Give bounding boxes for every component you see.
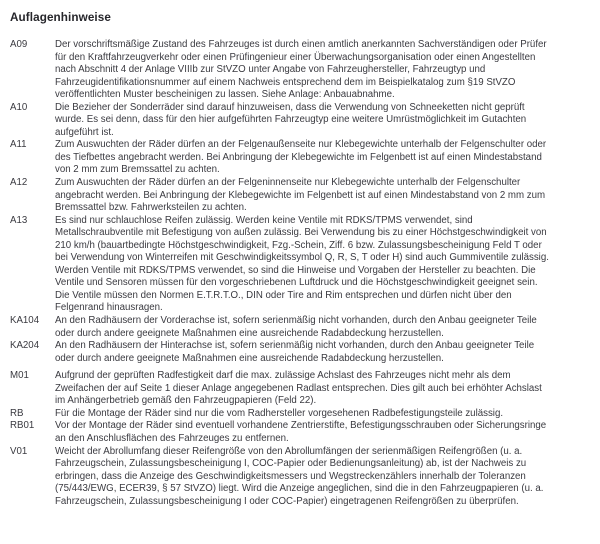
condition-text-line: (75/443/EWG, ECER39, § 57 StVZO) liegt. Wird die Anzeige angeglichen, sind die in den Fahrzeugpapieren (u. a.	[55, 483, 544, 495]
condition-code: A10	[10, 101, 28, 113]
condition-item	[0, 315, 600, 340]
condition-code: KA104	[10, 315, 40, 327]
condition-text	[55, 177, 600, 215]
condition-text	[55, 446, 600, 509]
condition-text-line: für den Kraftfahrzeugverkehr oder einen Prüfingenieur einer Überwachungsorganisation oder einen Angestellten	[55, 51, 536, 63]
condition-code: RB	[10, 407, 24, 419]
condition-text-line: Felgenrand hinausragen.	[55, 302, 163, 314]
condition-text-line: Weicht der Abrollumfang dieser Reifengröße von den Abrollumfängen der serienmäßigen Reifengrößen (u. a.	[55, 445, 523, 457]
condition-text-line: Zweifachen der auf Seite 1 dieser Anlage angegebenen Radlast entsprechen. Dies gilt auch bei erhöhter Achslast	[55, 382, 542, 394]
condition-code: V01	[10, 445, 28, 457]
condition-text	[55, 102, 600, 140]
condition-item	[0, 177, 600, 215]
condition-item	[0, 139, 600, 177]
page-title: Auflagenhinweise	[10, 11, 111, 24]
condition-text	[55, 420, 600, 445]
condition-text	[55, 315, 600, 340]
condition-text-line: Zum Auswuchten der Räder dürfen an der Felgeninnenseite nur Klebegewichte unterhalb der Felgenschulter	[55, 177, 521, 189]
condition-text-line: 210 km/h (bauartbedingte Höchstgeschwindigkeit, Fzg.-Schein, Ziff. 6 bzw. Zulassungsbescheinigung Feld T oder	[55, 239, 542, 251]
condition-text-line: Bremssattel bzw. Fahrwerksteilen zu achten.	[55, 202, 247, 214]
condition-item	[0, 340, 600, 365]
condition-text-line: angebracht werden. Bei Anbringung der Klebegewichte im Felgenbett ist auf einen Mindestabstand von 2 mm zum	[55, 189, 546, 201]
condition-text-line: veröffentlichten Muster bescheinigen zu lassen. Siehe Anlage: Anbauabnahme.	[55, 89, 395, 101]
condition-text-line: Die Ventile müssen den Normen E.T.R.T.O., DIN oder Tire and Rim entsprechen und dürfen nicht über den	[55, 289, 512, 301]
condition-code: A11	[10, 139, 27, 151]
condition-text-line: erbringen, dass die Anzeige des Geschwindigkeitsmessers und Wegstreckenzählers innerhalb der Toleranzen	[55, 470, 526, 482]
condition-text-line: wurde. Es sei denn, dass für den hier aufgeführten Fahrzeugtyp eine weitere Umrüstmöglichkeit im Gutachten	[55, 114, 527, 126]
condition-code: A09	[10, 39, 28, 50]
condition-text-line: aufgeführt ist.	[55, 126, 114, 138]
condition-text-line: Aufgrund der geprüften Radfestigkeit darf die max. zulässige Achslast des Fahrzeuges nicht mehr als dem	[55, 370, 511, 382]
condition-text-line: Metallschraubventile mit Befestigung von außen zulässig. Bei Verwendung bis zu einer Höchstgeschwindigkeit von	[55, 227, 547, 239]
condition-text-line: des Tiefbettes angebracht werden. Bei Anbringung der Klebegewichte im Felgenbett ist auf einen Mindestabstand	[55, 151, 542, 163]
condition-code: M01	[10, 370, 29, 382]
condition-text	[55, 370, 600, 408]
condition-item	[0, 39, 600, 102]
condition-text-line: nach Abschnitt 4 der Anlage VIIIb zur StVZO unter Angabe von Fahrzeughersteller, Fahrzeugtyp und	[55, 64, 486, 76]
condition-text-line: An den Radhäusern der Vorderachse ist, sofern serienmäßig nicht vorhanden, durch den Anbau geeigneter Teile	[55, 315, 537, 327]
condition-text-line: Der vorschriftsmäßige Zustand des Fahrzeuges ist durch einen amtlich anerkannten Sachverständigen oder Prüfer	[55, 39, 547, 50]
condition-item	[0, 446, 600, 509]
condition-item	[0, 408, 600, 421]
condition-text-line: bei Verwendung von Winterreifen mit Geschwindigkeitssymbol Q, R, S, T oder H) sind auch Gummiventile zulässig.	[55, 252, 549, 264]
condition-text-line: Für die Montage der Räder sind nur die vom Radhersteller vorgesehenen Radbefestigungsteile zulässig.	[55, 407, 504, 419]
condition-text-line: Es sind nur schlauchlose Reifen zulässig. Werden keine Ventile mit RDKS/TPMS verwendet, sind	[55, 214, 473, 226]
condition-text-line: An den Radhäusern der Hinterachse ist, sofern serienmäßig nicht vorhanden, durch den Anbau geeigneter Teile	[55, 340, 535, 352]
condition-item	[0, 102, 600, 140]
condition-text-line: Werden Ventile mit RDKS/TPMS verwendet, so sind die Hinweise und Vorgaben der Hersteller zu beachten. Die	[55, 264, 536, 276]
condition-code: A13	[10, 214, 28, 226]
condition-text	[55, 39, 600, 102]
condition-text-line: von 2 mm zum Bremssattel zu achten.	[55, 164, 220, 176]
condition-item	[0, 420, 600, 445]
condition-text	[55, 215, 600, 315]
condition-text-line: Fahrzeugidentifikationsnummer auf einem Nachweis entsprechend dem im Beispielkatalog zum §19 StVZO	[55, 76, 516, 88]
condition-text-line: oder durch andere geeignete Maßnahmen eine ausreichende Radabdeckung herzustellen.	[55, 327, 444, 339]
condition-text-line: Ventile und Sensoren müssen für den vorgeschriebenen Luftdruck und die Höchstgeschwindigkeit geeignet sein.	[55, 277, 538, 289]
condition-text-line: Fahrzeugschein, Zulassungsbescheinigung I, COC-Papier oder Bedienungsanleitung) ab, ist der Nachweis zu	[55, 458, 527, 470]
condition-item	[0, 215, 600, 315]
conditions-list	[0, 39, 600, 508]
condition-text-line: oder durch andere geeignete Maßnahmen eine ausreichende Radabdeckung herzustellen.	[55, 352, 444, 364]
condition-text-line: Die Bezieher der Sonderräder sind darauf hinzuweisen, dass die Verwendung von Schneeketten nicht geprüft	[55, 101, 525, 113]
condition-text-line: im Anhängerbetrieb gemäß den Fahrzeugpapieren (Feld 22).	[55, 395, 317, 407]
condition-text	[55, 139, 600, 177]
condition-code: KA204	[10, 340, 40, 352]
condition-code: A12	[10, 177, 28, 189]
condition-text	[55, 408, 600, 421]
condition-text	[55, 340, 600, 365]
condition-text-line: Fahrzeugschein, Zulassungsbescheinigung I oder COC-Papier) eingetragenen Reifengrößen zu überprüfen.	[55, 495, 519, 507]
condition-text-line: Vor der Montage der Räder sind eventuell vorhandene Zentrierstifte, Befestigungsschrauben oder Sicherungsringe	[55, 420, 547, 432]
condition-text-line: Zum Auswuchten der Räder dürfen an der Felgenaußenseite nur Klebegewichte unterhalb der Felgenschulter oder	[55, 139, 547, 151]
condition-item	[0, 370, 600, 408]
condition-code: RB01	[10, 420, 35, 432]
condition-text-line: an den Anschlusflächen des Fahrzeuges zu entfernen.	[55, 432, 289, 444]
